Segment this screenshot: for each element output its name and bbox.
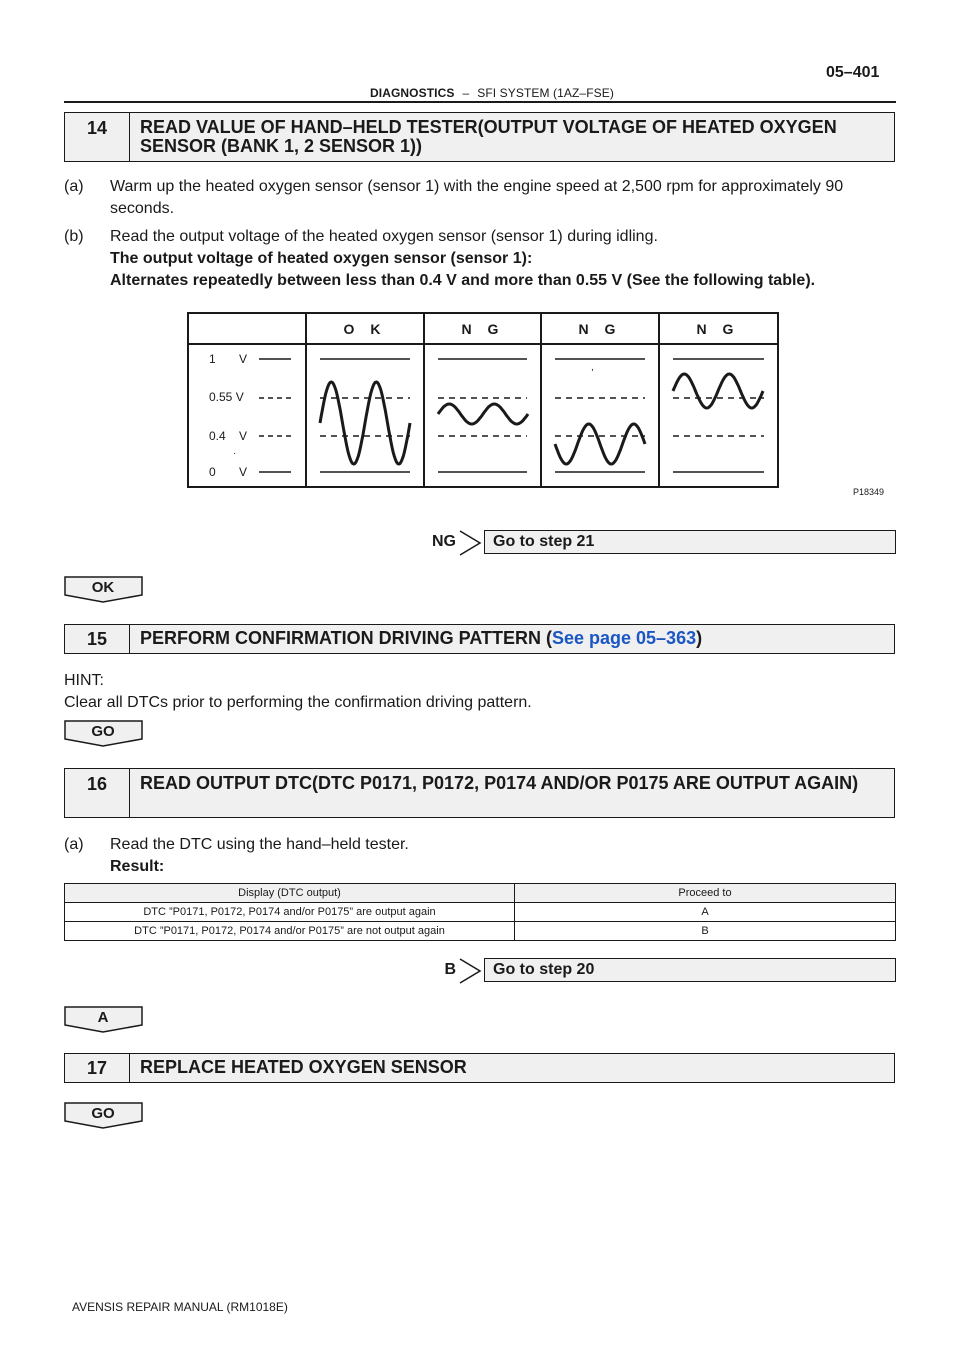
result-label: Result: (110, 858, 165, 875)
result-table (64, 883, 896, 941)
step-17-title: REPLACE HEATED OXYGEN SENSOR (140, 1057, 467, 1077)
header-system: SFI SYSTEM (1AZ–FSE) (477, 86, 614, 100)
item-text: Read the output voltage of the heated oxygen sensor (sensor 1) during idling. (110, 228, 658, 245)
step-16-number: 16 (65, 769, 130, 817)
table-header-cell: Proceed to (515, 884, 896, 903)
level-label-04: 0.4 (209, 429, 226, 443)
step-16-heading (64, 768, 895, 818)
go-to-step-21-link[interactable]: Go to step 21 (484, 530, 896, 554)
spec-text: Alternates repeatedly between less than 0.4 V and more than 0.55 V (See the following table). (110, 272, 816, 289)
go-tab-label: GO (91, 1105, 115, 1122)
table-header-cell: Display (DTC output) (65, 884, 515, 903)
hint-text: Clear all DTCs prior to performing the confirmation driving pattern. (64, 694, 532, 711)
header-rule (64, 101, 896, 103)
step-15-heading (64, 624, 895, 654)
footer-manual-title: AVENSIS REPAIR MANUAL (RM1018E) (72, 1300, 288, 1314)
step-15-title-text: PERFORM CONFIRMATION DRIVING PATTERN ( (140, 628, 552, 648)
waveform-ng-2 (555, 424, 645, 464)
level-label-0: 0 (209, 465, 216, 479)
waveform-ok (320, 382, 410, 464)
page-number: 05–401 (826, 64, 880, 81)
step-16-item-a (64, 834, 896, 856)
header-section: DIAGNOSTICS (370, 86, 455, 100)
branch-key: B (444, 961, 456, 978)
waveform-ng-3 (673, 374, 763, 408)
level-label-1: 1 (209, 352, 216, 366)
ok-tab-label: OK (91, 579, 115, 596)
running-header (370, 86, 614, 100)
table-cell: DTC ”P0171, P0172, P0174 and/or P0175” are not output again (65, 922, 515, 941)
step-14-heading (64, 112, 895, 162)
level-unit-04: V (239, 429, 248, 443)
column-header-ng-2: N G (578, 321, 622, 337)
hint-label: HINT: (64, 672, 104, 689)
step-15-title (140, 629, 888, 648)
table-row (65, 903, 896, 922)
level-unit-1: V (239, 352, 248, 366)
see-page-05-363-link[interactable]: See page 05–363 (551, 628, 697, 648)
table-cell: A (515, 903, 896, 922)
a-tab-label: A (97, 1009, 109, 1026)
step-14-item-b (64, 226, 896, 248)
ng-branch (400, 530, 896, 554)
figure-code: P18349 (853, 487, 885, 497)
item-label: (a) (64, 836, 84, 853)
a-tab (64, 1006, 142, 1032)
step-15-number: 15 (65, 625, 130, 653)
level-label-055: 0.55 V (209, 390, 244, 404)
table-cell: DTC ”P0171, P0172, P0174 and/or P0175” are output again (65, 903, 515, 922)
table-header-row (65, 884, 896, 903)
waveform-ng-1 (438, 404, 528, 424)
figure-border (188, 313, 778, 487)
item-text: Warm up the heated oxygen sensor (sensor 1) with the engine speed at 2,500 rpm for approximately 90 seconds. (110, 178, 844, 217)
ok-tab (64, 576, 142, 602)
stray-mark: , (591, 362, 594, 373)
spec-title: The output voltage of heated oxygen sensor (sensor 1): (110, 250, 533, 267)
item-label: (b) (64, 228, 84, 245)
step-14-title: READ VALUE OF HAND–HELD TESTER(OUTPUT VOLTAGE OF HEATED OXYGEN SENSOR (BANK 1, 2 SENSOR 1)) (140, 117, 837, 156)
step-17-heading (64, 1053, 895, 1083)
oxygen-sensor-waveform-figure (187, 312, 779, 488)
stray-mark: · (233, 448, 237, 459)
column-header-ng-3: N G (696, 321, 740, 337)
branch-arrow-icon (458, 958, 484, 984)
item-text: Read the DTC using the hand–held tester. (110, 836, 409, 853)
branch-key: NG (432, 533, 456, 550)
item-label: (a) (64, 178, 84, 195)
column-header-ng-1: N G (461, 321, 505, 337)
column-header-ok: O K (343, 321, 387, 337)
table-row (65, 922, 896, 941)
header-separator: – (462, 86, 470, 100)
step-17-number: 17 (65, 1054, 130, 1082)
step-16-title: READ OUTPUT DTC(DTC P0171, P0172, P0174 AND/OR P0175 ARE OUTPUT AGAIN) (140, 773, 859, 793)
step-14-number: 14 (65, 113, 130, 161)
step-14-item-a (64, 176, 896, 220)
go-tab-label: GO (91, 723, 115, 740)
table-cell: B (515, 922, 896, 941)
go-tab (64, 720, 142, 746)
b-branch (400, 958, 896, 982)
step-15-title-suffix: ) (696, 628, 703, 648)
branch-arrow-icon (458, 530, 484, 556)
go-to-step-20-link[interactable]: Go to step 20 (484, 958, 896, 982)
go-tab (64, 1102, 142, 1128)
level-unit-0: V (239, 465, 248, 479)
